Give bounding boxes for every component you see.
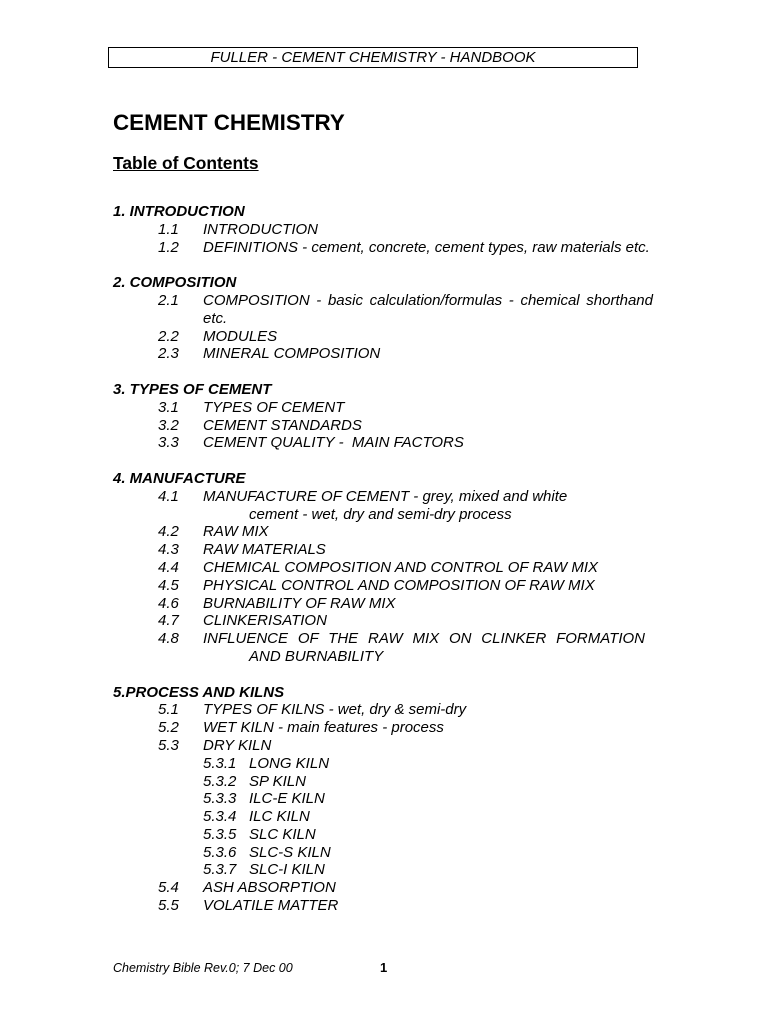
toc-subitem-number: 5.3.5 xyxy=(203,825,237,843)
running-header: FULLER - CEMENT CHEMISTRY - HANDBOOK xyxy=(108,47,638,68)
page-number: 1 xyxy=(380,960,388,975)
toc-item-number: 4.6 xyxy=(158,594,179,612)
toc-item xyxy=(113,399,658,417)
toc-item-number: 4.8 xyxy=(158,630,179,648)
toc-item-title: CEMENT STANDARDS xyxy=(203,416,362,434)
toc-item-title: MODULES xyxy=(203,327,278,345)
toc-item-title: MINERAL COMPOSITION xyxy=(203,345,381,363)
toc-section-heading: 2. COMPOSITION xyxy=(113,274,237,292)
toc-subitem-title: SLC KILN xyxy=(249,825,316,843)
toc-item-number: 5.2 xyxy=(158,719,179,737)
toc-subitem-number: 5.3.2 xyxy=(203,772,237,790)
toc-item xyxy=(113,417,658,435)
toc-item xyxy=(113,897,658,915)
toc-subitem-number: 5.3.7 xyxy=(203,861,237,879)
toc-item xyxy=(113,239,658,257)
toc-item xyxy=(113,434,658,452)
toc-item-number: 2.3 xyxy=(158,345,179,363)
toc-item-title: COMPOSITION - basic calculation/formulas - chemical shorthand etc. xyxy=(203,291,653,327)
toc-subitem-number: 5.3.4 xyxy=(203,808,237,826)
toc-item-number: 3.1 xyxy=(158,398,179,416)
footer-source: Chemistry Bible Rev.0; 7 Dec 00 xyxy=(113,961,293,975)
toc-item-title: RAW MATERIALS xyxy=(203,541,326,559)
toc-section xyxy=(113,470,658,666)
toc-section-heading: 5.PROCESS AND KILNS xyxy=(113,683,285,701)
toc-item xyxy=(113,595,658,613)
toc-item xyxy=(113,630,658,666)
toc-subitem xyxy=(113,773,658,791)
toc-item-number: 5.5 xyxy=(158,897,179,915)
toc-item-title: DEFINITIONS - cement, concrete, cement types, raw materials etc. xyxy=(203,238,650,256)
toc-subitem xyxy=(113,808,658,826)
toc-subitem xyxy=(113,861,658,879)
toc-item-title: INTRODUCTION xyxy=(203,220,318,238)
toc-item xyxy=(113,577,658,595)
toc-subitem xyxy=(113,755,658,773)
toc-section xyxy=(113,381,658,452)
toc-item-number: 4.7 xyxy=(158,612,179,630)
toc-subitem xyxy=(113,844,658,862)
toc-item-title: RAW MIX xyxy=(203,523,269,541)
toc-item-number: 4.1 xyxy=(158,487,179,505)
toc-item xyxy=(113,879,658,897)
toc-item xyxy=(113,737,658,755)
toc-item-number: 5.3 xyxy=(158,736,179,754)
toc-item-title: DRY KILN xyxy=(203,736,272,754)
document-title: CEMENT CHEMISTRY xyxy=(113,110,345,135)
toc-item-title: CEMENT QUALITY - MAIN FACTORS xyxy=(203,434,464,452)
toc-item-number: 5.1 xyxy=(158,701,179,719)
toc-item-number: 4.5 xyxy=(158,576,179,594)
toc-item-title: TYPES OF KILNS - wet, dry & semi-dry xyxy=(203,701,467,719)
toc-item-title: PHYSICAL CONTROL AND COMPOSITION OF RAW MIX xyxy=(203,576,595,594)
toc-item xyxy=(113,292,658,328)
toc-item xyxy=(113,719,658,737)
toc-subitem-title: ILC KILN xyxy=(249,808,310,826)
toc-item-text xyxy=(203,488,653,524)
toc-subitem-number: 5.3.6 xyxy=(203,843,237,861)
toc-heading: Table of Contents xyxy=(113,153,259,173)
toc-section xyxy=(113,274,658,363)
toc-item xyxy=(113,523,658,541)
toc-subitem xyxy=(113,826,658,844)
toc-item xyxy=(113,221,658,239)
toc-item-number: 1.2 xyxy=(158,238,179,256)
toc-item-number: 5.4 xyxy=(158,879,179,897)
toc-item xyxy=(113,701,658,719)
toc-item xyxy=(113,559,658,577)
toc-item-title: CLINKERISATION xyxy=(203,612,327,630)
toc-item-title: CHEMICAL COMPOSITION AND CONTROL OF RAW MIX xyxy=(203,558,599,576)
toc-item xyxy=(113,345,658,363)
toc-item-title: TYPES OF CEMENT xyxy=(203,398,345,416)
toc-subitem-title: SLC-S KILN xyxy=(249,843,331,861)
toc-section xyxy=(113,203,658,256)
toc-section-heading: 3. TYPES OF CEMENT xyxy=(113,380,272,398)
toc-item-title: BURNABILITY OF RAW MIX xyxy=(203,594,396,612)
toc-subitem-title: LONG KILN xyxy=(249,754,330,772)
toc-item-title: VOLATILE MATTER xyxy=(203,897,339,915)
toc-item-title: WET KILN - main features - process xyxy=(203,719,444,737)
toc-item-number: 1.1 xyxy=(158,220,179,238)
toc-subitem xyxy=(113,790,658,808)
toc-item xyxy=(113,328,658,346)
toc-subitem-number: 5.3.3 xyxy=(203,790,237,808)
toc-item xyxy=(113,541,658,559)
toc-item-title: INFLUENCE OF THE RAW MIX ON CLINKER FORMATION xyxy=(203,630,645,648)
toc-item-number: 4.4 xyxy=(158,558,179,576)
toc-section xyxy=(113,684,658,915)
toc-subitem-title: SLC-I KILN xyxy=(249,861,325,879)
toc-item-number: 3.2 xyxy=(158,416,179,434)
toc-item-continuation: AND BURNABILITY xyxy=(249,647,384,665)
toc-item-continuation: cement - wet, dry and semi-dry process xyxy=(249,505,512,523)
toc-subitem-number: 5.3.1 xyxy=(203,754,237,772)
toc-item xyxy=(113,612,658,630)
toc-item-number: 4.2 xyxy=(158,523,179,541)
toc-item-text xyxy=(203,630,653,666)
toc-item xyxy=(113,488,658,524)
toc-item-number: 2.1 xyxy=(158,291,179,309)
toc-subitem-title: SP KILN xyxy=(249,772,306,790)
toc-item-number: 3.3 xyxy=(158,434,179,452)
table-of-contents xyxy=(113,203,658,915)
toc-section-heading: 4. MANUFACTURE xyxy=(113,469,246,487)
toc-item-title: MANUFACTURE OF CEMENT - grey, mixed and white xyxy=(203,487,568,505)
toc-section-heading: 1. INTRODUCTION xyxy=(113,203,245,220)
toc-item-number: 2.2 xyxy=(158,327,179,345)
toc-item-title: ASH ABSORPTION xyxy=(203,879,336,897)
toc-item-number: 4.3 xyxy=(158,541,179,559)
toc-subitem-title: ILC-E KILN xyxy=(249,790,325,808)
